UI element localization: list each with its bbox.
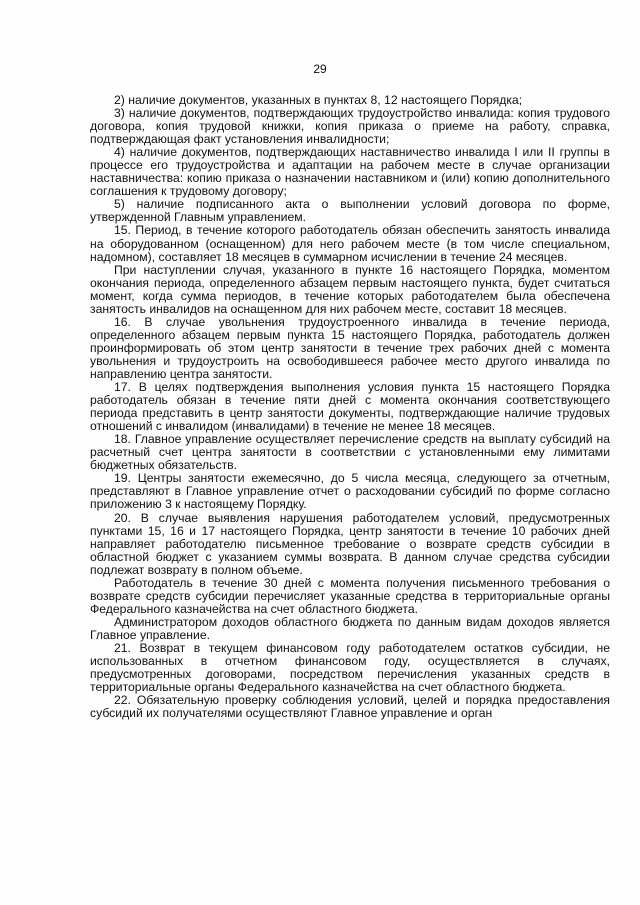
- paragraph-15-note: При наступлении случая, указанного в пункте 16 настоящего Порядка, моментом окончания периода, определенного абзацем первым настоящего пункта, будет считаться момент, когда сумма периодов, в течение которых работодателем была обеспечена занятость инвалидов на оснащенном для них рабочем месте, составит 18 месяцев.: [90, 262, 610, 316]
- paragraph-16: 16. В случае увольнения трудоустроенного инвалида в течение периода, определенного абзацем первым пункта 15 настоящего Порядка, работодатель должен проинформировать об этом центр занятости в течение трех рабочих дней с момента увольнения и трудоустроить на освободившееся рабочее место другого инвалида по направлению центра занятости.: [90, 314, 610, 381]
- paragraph-20-return: Работодатель в течение 30 дней с момента получения письменного требования о возврате средств субсидии перечисляет указанные средства в территориальные органы Федерального казначейства на счет областного бюджета.: [90, 575, 610, 616]
- page-number: 29: [313, 62, 327, 76]
- paragraph-19: 19. Центры занятости ежемесячно, до 5 числа месяца, следующего за отчетным, представляют в Главное управление отчет о расходовании субсидий по форме согласно приложению 3 к настоящему Порядку.: [90, 471, 610, 512]
- paragraph-3: 3) наличие документов, подтверждающих трудоустройство инвалида: копия трудового договора, копия трудовой книжки, копия приказа о приеме на работу, справка, подтверждающая факт установления инвалидности;: [90, 106, 610, 147]
- paragraph-15: 15. Период, в течение которого работодатель обязан обеспечить занятость инвалида на оборудованном (оснащенном) для него рабочем месте (в том числе специальном, надомном), составляет 18 месяцев в суммарном исчислении в течение 24 месяцев.: [90, 223, 610, 264]
- paragraph-18: 18. Главное управление осуществляет перечисление средств на выплату субсидий на расчетный счет центра занятости в соответствии с установленными ему лимитами бюджетных обязательств.: [90, 432, 610, 473]
- paragraph-4: 4) наличие документов, подтверждающих наставничество инвалида I или II группы в процессе его трудоустройства и адаптации на рабочем месте в случае организации наставничества: копию приказа о назначении наставником и (или) копию дополнительного соглашения к трудовому договору;: [90, 145, 610, 199]
- paragraph-20: 20. В случае выявления нарушения работодателем условий, предусмотренных пунктами 15, 16 и 17 настоящего Порядка, центр занятости в течение 10 рабочих дней направляет работодателю письменное требование о возврате средств субсидии в областной бюджет с указанием суммы возврата. В данном случае средства субсидии подлежат возврату в полном объеме.: [90, 510, 610, 577]
- paragraph-20-admin: Администратором доходов областного бюджета по данным видам доходов является Главное управление.: [90, 614, 610, 642]
- paragraph-17: 17. В целях подтверждения выполнения условия пункта 15 настоящего Порядка работодатель обязан в течение пяти дней с момента окончания соответствующего периода представить в центр занятости документы, подтверждающие наличие трудовых отношений с инвалидом (инвалидами) в течение не менее 18 месяцев.: [90, 380, 610, 434]
- paragraph-22: 22. Обязательную проверку соблюдения условий, целей и порядка предоставления субсидий их получателями осуществляют Главное управление и орган: [90, 693, 610, 721]
- paragraph-2: 2) наличие документов, указанных в пунктах 8, 12 настоящего Порядка;: [114, 93, 523, 107]
- paragraph-21: 21. Возврат в текущем финансовом году работодателем остатков субсидии, не использованных в отчетном финансовом году, осуществляется в случаях, предусмотренных договорами, посредством перечисления указанных средств в территориальные органы Федерального казначейства на счет областного бюджета.: [90, 640, 610, 695]
- document-body: [90, 94, 610, 720]
- paragraph-5: 5) наличие подписанного акта о выполнении условий договора по форме, утвержденной Главным управлением.: [90, 197, 610, 225]
